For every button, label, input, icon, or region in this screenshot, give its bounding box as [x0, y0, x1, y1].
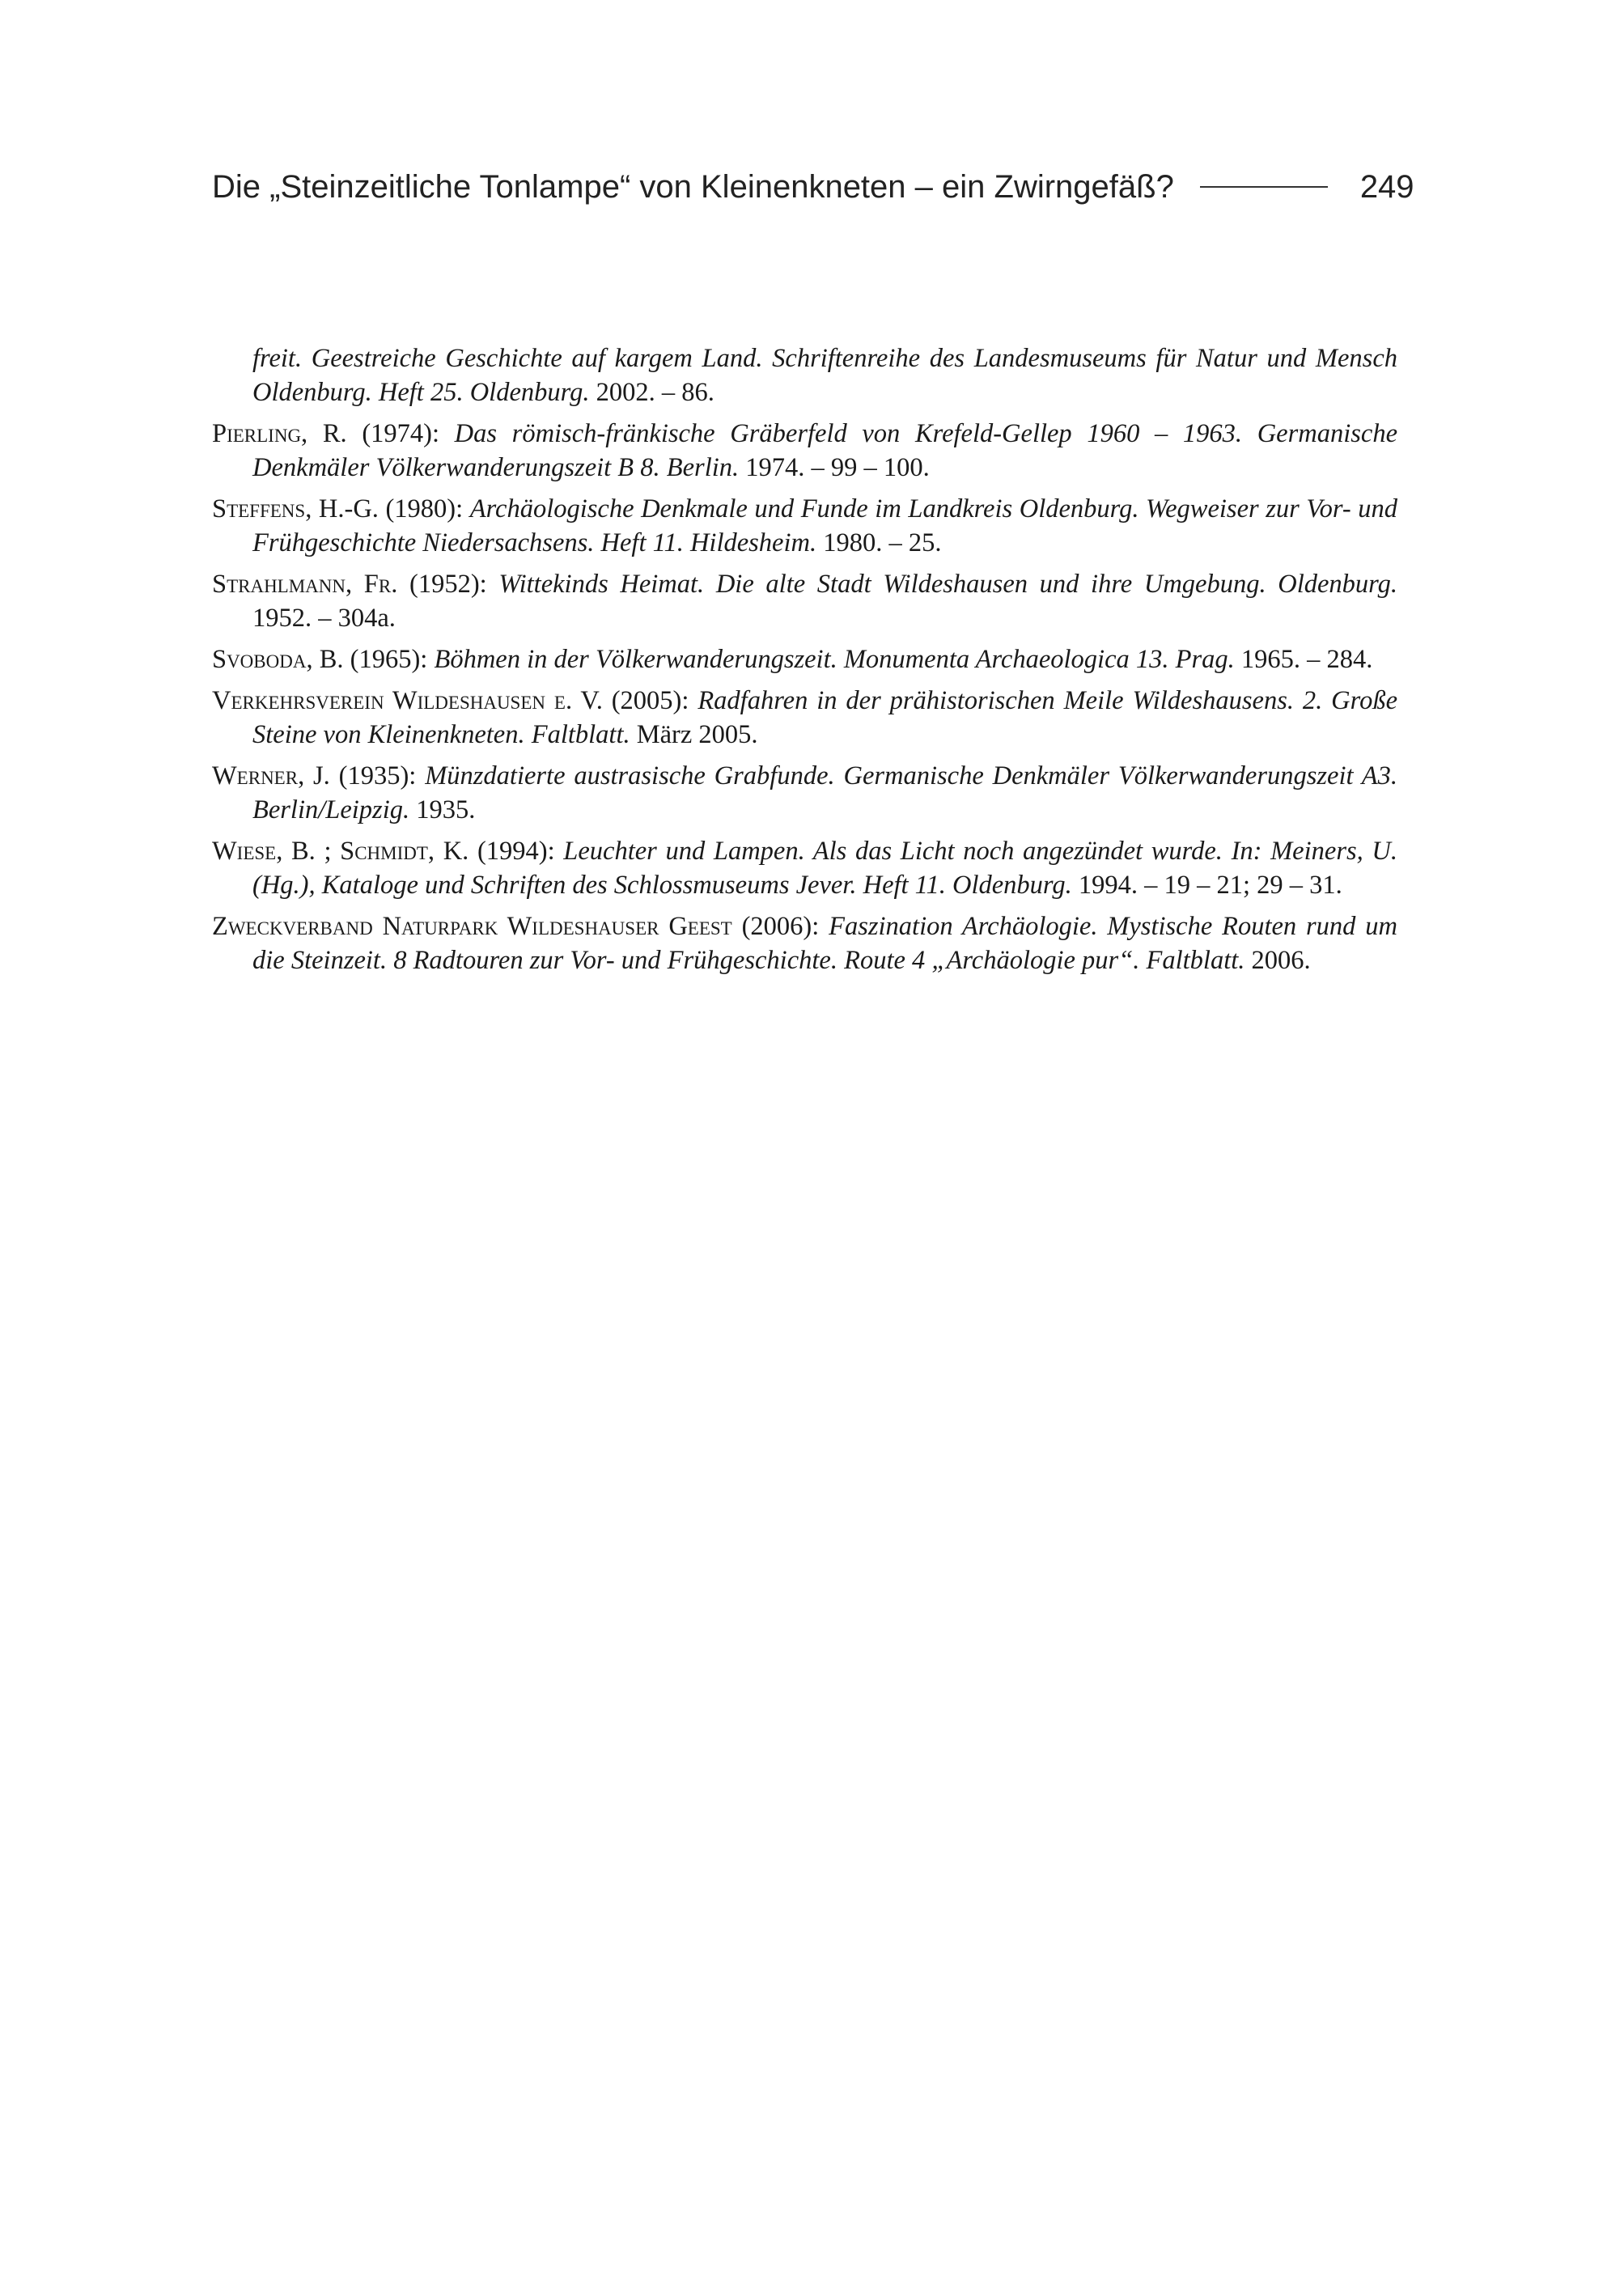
reference-author: Steffens, H.-G. — [212, 494, 379, 523]
reference-author: Wiese, B. ; Schmidt, K. — [212, 837, 469, 866]
reference-author: Verkehrsverein Wildeshausen e. V. — [212, 686, 603, 715]
reference-title: Münzdatierte austrasische Grabfunde. Germanische Denkmäler Völkerwanderungszeit A3. Berlin/Leipzig. — [252, 761, 1397, 824]
reference-details: 2006. — [1245, 946, 1311, 975]
reference-entry — [212, 492, 1397, 560]
reference-title: Wittekinds Heimat. Die alte Stadt Wildeshausen und ihre Umgebung. Oldenburg. — [498, 570, 1397, 599]
reference-title: Das römisch-fränkische Gräberfeld von Krefeld-Gellep 1960 – 1963. Germanische Denkmäler Völkerwanderungszeit B 8. Berlin. — [252, 419, 1397, 482]
reference-year: (1965): — [343, 645, 435, 674]
reference-details: 1935. — [409, 795, 476, 824]
reference-entry — [212, 759, 1397, 827]
reference-year: (1952): — [397, 570, 499, 599]
reference-year: (1974): — [346, 419, 455, 448]
reference-details: 1974. – 99 – 100. — [739, 453, 930, 482]
reference-year: (1980): — [378, 494, 470, 523]
reference-details: 1965. – 284. — [1234, 645, 1373, 674]
reference-details: März 2005. — [630, 720, 758, 749]
reference-entry — [212, 684, 1397, 752]
reference-title: Böhmen in der Völkerwanderungszeit. Monumenta Archaeologica 13. Prag. — [434, 645, 1235, 674]
reference-entry — [212, 341, 1397, 409]
reference-entry — [212, 642, 1397, 676]
reference-author: Zweckverband Naturpark Wildeshauser Geest — [212, 912, 732, 941]
reference-list — [212, 341, 1397, 985]
reference-details: 1994. – 19 – 21; 29 – 31. — [1071, 871, 1342, 900]
reference-entry — [212, 567, 1397, 635]
running-header — [212, 159, 1414, 215]
reference-details: 1952. – 304a. — [252, 604, 396, 633]
reference-year: (2006): — [731, 912, 829, 941]
reference-year: (1994): — [469, 837, 564, 866]
reference-title: Leuchter und Lampen. Als das Licht noch angezündet wurde. In: Meiners, U. (Hg.), Kataloge und Schriften des Schlossmuseums Jever. Heft 11. Oldenburg. — [252, 837, 1397, 900]
reference-entry — [212, 909, 1397, 977]
reference-title: Radfahren in der prähistorischen Meile Wildeshausens. 2. Große Steine von Kleinenkneten. Faltblatt. — [252, 686, 1397, 749]
page-number: 249 — [1359, 168, 1414, 205]
reference-year: (1935): — [329, 761, 426, 790]
reference-title: freit. Geestreiche Geschichte auf kargem Land. Schriftenreihe des Landesmuseums für Natur und Mensch Oldenburg. Heft 25. Oldenburg. — [252, 344, 1397, 407]
reference-author: Pierling, R. — [212, 419, 347, 448]
running-title: Die „Steinzeitliche Tonlampe“ von Kleinenkneten – ein Zwirngefäß? — [212, 168, 1174, 205]
reference-entry — [212, 417, 1397, 485]
header-rule — [1200, 186, 1328, 188]
reference-entry — [212, 834, 1397, 902]
reference-title: Faszination Archäologie. Mystische Routen rund um die Steinzeit. 8 Radtouren zur Vor- und Frühgeschichte. Route 4 „Archäologie pur“. Faltblatt. — [252, 912, 1397, 975]
reference-author: Werner, J. — [212, 761, 330, 790]
reference-author: Strahlmann, Fr. — [212, 570, 398, 599]
reference-year: (2005): — [602, 686, 698, 715]
reference-title: Archäologische Denkmale und Funde im Landkreis Oldenburg. Wegweiser zur Vor- und Frühgeschichte Niedersachsens. Heft 11. Hildesheim. — [252, 494, 1397, 557]
reference-details: 2002. – 86. — [589, 378, 714, 407]
reference-author: Svoboda, B. — [212, 645, 344, 674]
reference-details: 1980. – 25. — [816, 528, 942, 557]
